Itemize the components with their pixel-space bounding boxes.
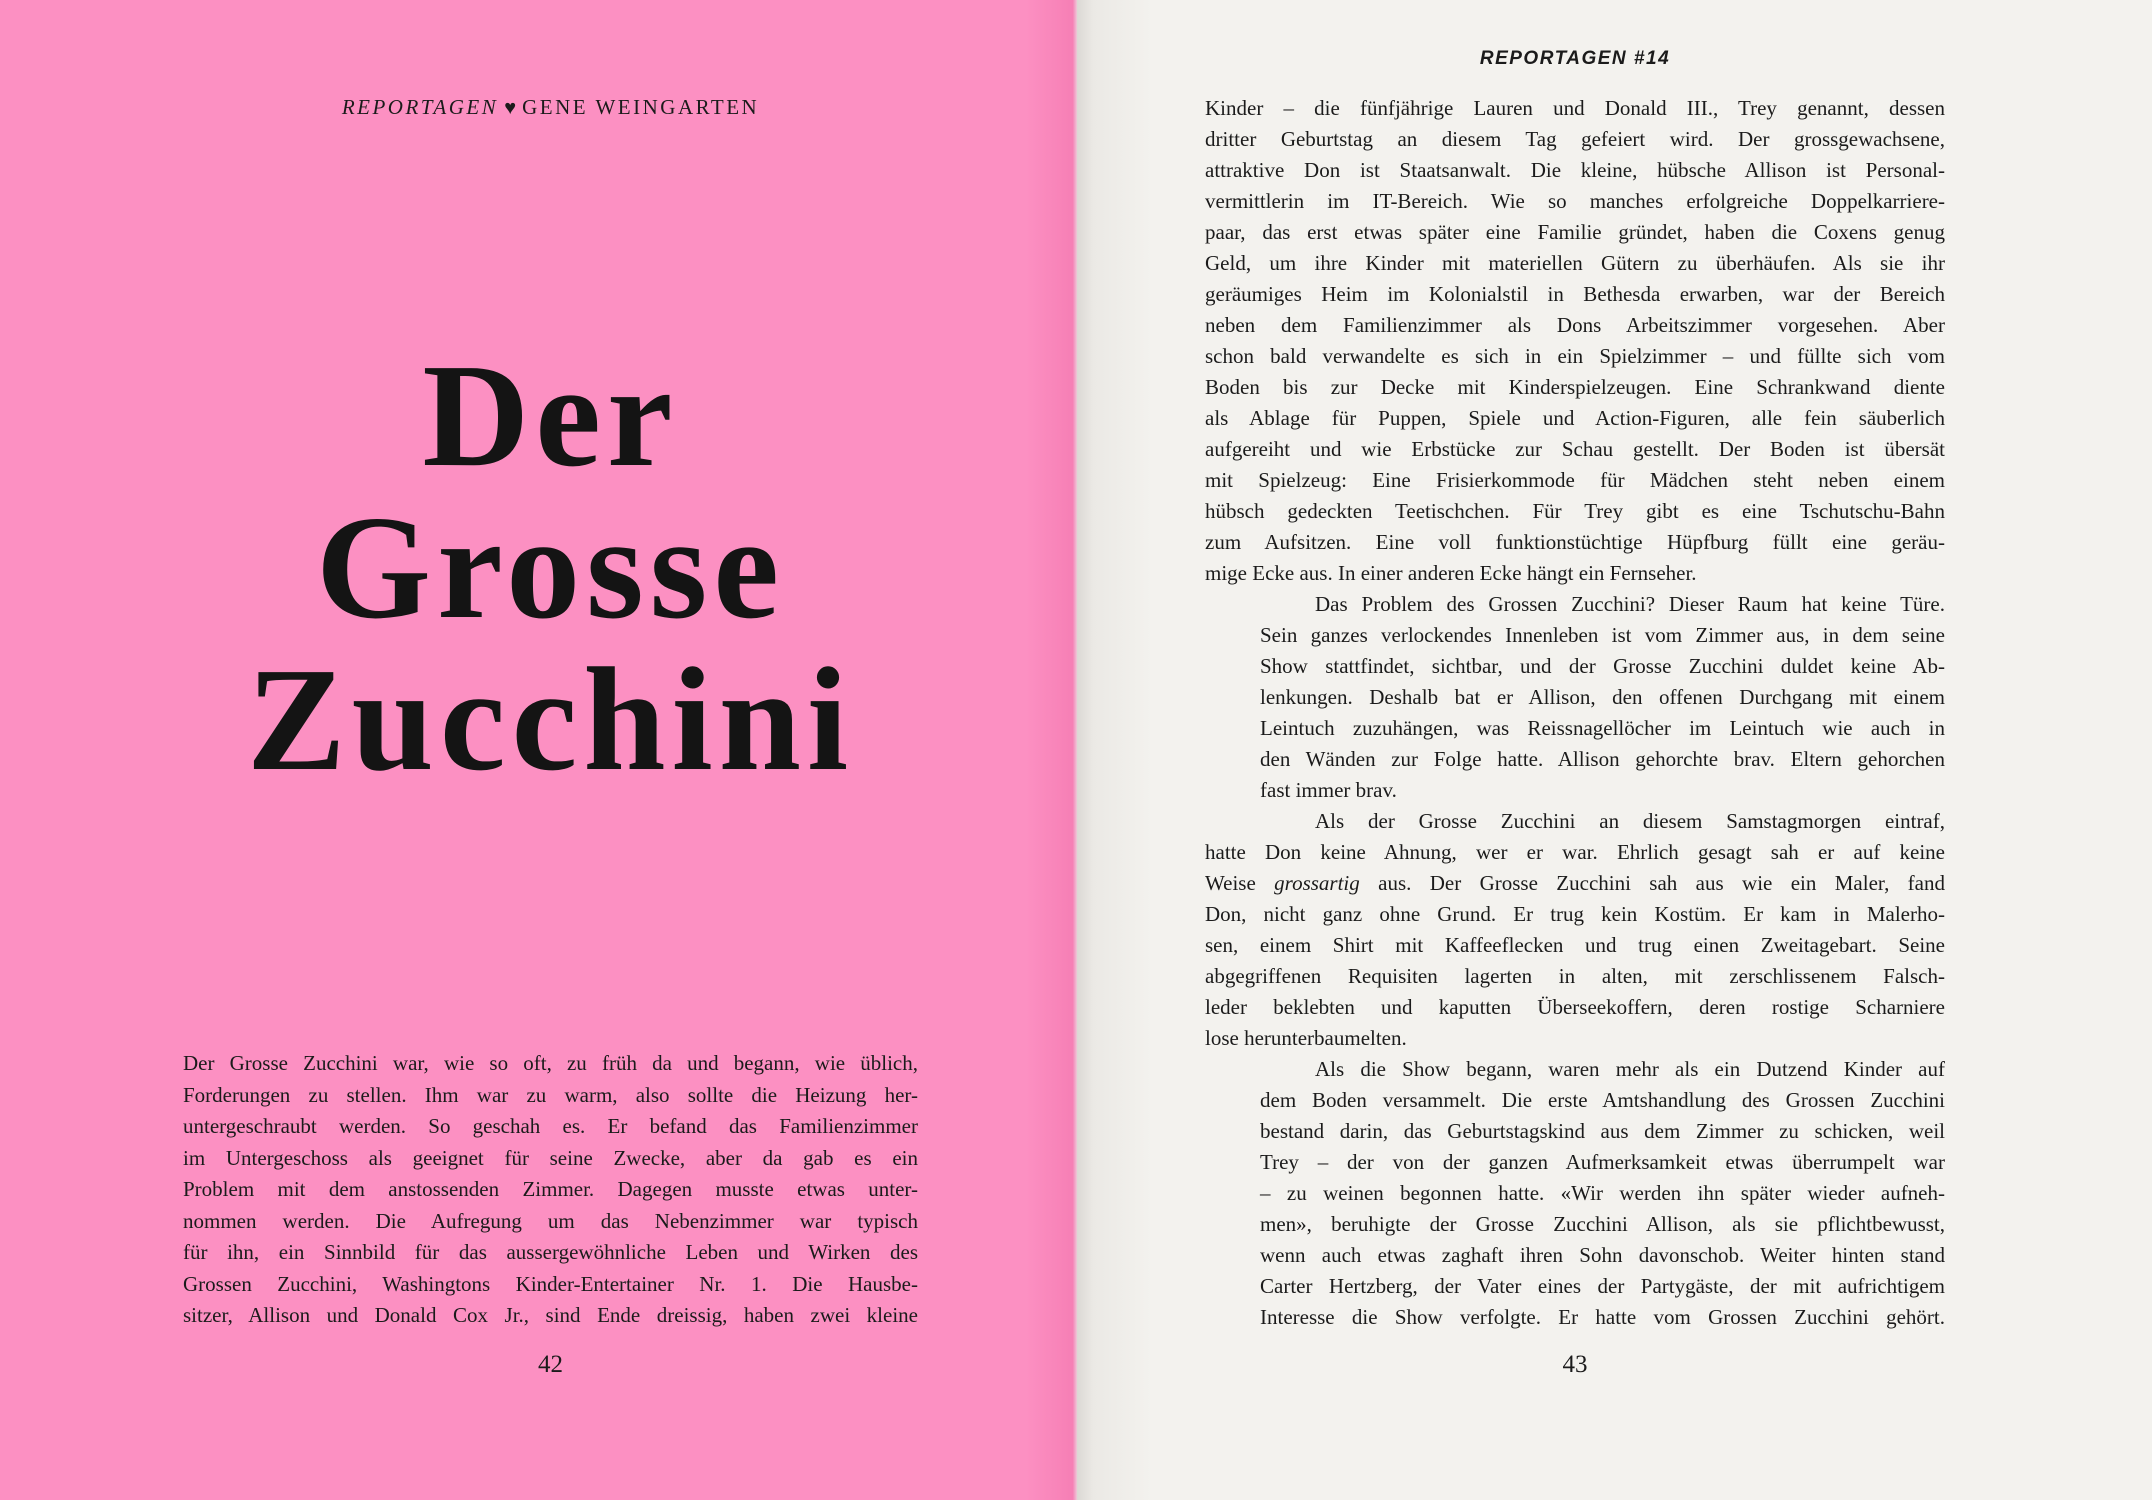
- text-line: sitzer, Allison und Donald Cox Jr., sind Ende dreissig, haben zwei kleine: [183, 1303, 918, 1327]
- text-line: vermittlerin im IT-Bereich. Wie so manches erfolgreiche Doppelkarriere-: [1205, 189, 1945, 213]
- text-segment: aus. Der Grosse Zucchini sah aus wie ein Maler, fand: [1359, 871, 1945, 895]
- text-line: lenkungen. Deshalb bat er Allison, den offenen Durchgang mit einem: [1260, 685, 1945, 709]
- text-line: für ihn, ein Sinnbild für das aussergewöhnliche Leben und Wirken des: [183, 1240, 918, 1264]
- text-line: Sein ganzes verlockendes Innenleben ist vom Zimmer aus, in dem seine: [1260, 623, 1945, 647]
- text-line: paar, das erst etwas später eine Familie gründet, haben die Coxens genug: [1205, 220, 1945, 244]
- text-segment: Weise: [1205, 871, 1275, 895]
- text-line: Als die Show begann, waren mehr als ein Dutzend Kinder auf: [1315, 1057, 1945, 1081]
- text-line: bestand darin, das Geburtstagskind aus dem Zimmer zu schicken, weil: [1260, 1119, 1945, 1143]
- text-line: dritter Geburtstag an diesem Tag gefeiert wird. Der grossgewachsene,: [1205, 127, 1945, 151]
- text-line: im Untergeschoss als geeignet für seine Zwecke, aber da gab es ein: [183, 1145, 918, 1170]
- text-line: hatte Don keine Ahnung, wer er war. Ehrlich gesagt sah er auf keine: [1205, 840, 1945, 864]
- page-number-right: 43: [1562, 1351, 1588, 1378]
- text-line: untergeschraubt werden. So geschah es. Er befand das Familienzimmer: [183, 1114, 918, 1138]
- text-line: schon bald verwandelte es sich in ein Spielzimmer – und füllte sich vom: [1205, 344, 1945, 368]
- text-line: sen, einem Shirt mit Kaffeeflecken und trug einen Zweitagebart. Seine: [1205, 933, 1945, 957]
- article-title: [143, 334, 958, 802]
- text-line: [1205, 868, 1945, 899]
- text-line: men», beruhigte der Grosse Zucchini Allison, als sie pflichtbewusst,: [1260, 1212, 1945, 1236]
- title-line: Zucchini: [246, 638, 855, 802]
- page-number-left: 42: [538, 1351, 563, 1378]
- text-line: den Wänden zur Folge hatte. Allison gehorchte brav. Eltern gehorchen: [1260, 747, 1945, 771]
- text-line: dem Boden versammelt. Die erste Amtshandlung des Grossen Zucchini: [1260, 1088, 1945, 1112]
- text-line: Forderungen zu stellen. Ihm war zu warm, also sollte die Heizung her-: [183, 1082, 918, 1107]
- text-line: Don, nicht ganz ohne Grund. Er trug kein Kostüm. Er kam in Malerho-: [1205, 902, 1945, 926]
- text-line: neben dem Familienzimmer als Dons Arbeitszimmer vorgesehen. Aber: [1205, 313, 1945, 337]
- text-line: Trey – der von der ganzen Aufmerksamkeit etwas überrumpelt war: [1260, 1150, 1945, 1174]
- text-line: hübsch gedeckten Teetischchen. Für Trey gibt es eine Tschutschu-Bahn: [1205, 499, 1945, 523]
- author-name: GENE WEINGARTEN: [522, 95, 760, 119]
- text-line: Leintuch zuzuhängen, was Reissnagellöcher im Leintuch wie auch in: [1260, 716, 1945, 740]
- text-line: Boden bis zur Decke mit Kinderspielzeugen. Eine Schrankwand diente: [1205, 375, 1945, 399]
- text-line: mit Spielzeug: Eine Frisierkommode für Mädchen steht neben einem: [1205, 468, 1945, 492]
- text-line: attraktive Don ist Staatsanwalt. Die kleine, hübsche Allison ist Personal-: [1205, 158, 1945, 182]
- running-header-right: REPORTAGEN #14: [1479, 48, 1671, 69]
- right-page: [1077, 0, 2152, 1500]
- italic-text-segment: grossartig: [1274, 871, 1360, 895]
- text-line: Geld, um ihre Kinder mit materiellen Gütern zu überhäufen. Als sie ihr: [1205, 251, 1945, 275]
- text-line: zum Aufsitzen. Eine voll funktionstüchtige Hüpfburg füllt eine geräu-: [1205, 530, 1945, 554]
- text-line: Show stattfindet, sichtbar, und der Grosse Zucchini duldet keine Ab-: [1260, 654, 1945, 678]
- text-line: nommen werden. Die Aufregung um das Nebenzimmer war typisch: [183, 1208, 918, 1233]
- text-line: fast immer brav.: [1260, 778, 1397, 802]
- text-line: als Ablage für Puppen, Spiele und Action-Figuren, alle fein säuberlich: [1205, 406, 1945, 430]
- text-line: geräumiges Heim im Kolonialstil in Bethesda erwarben, war der Bereich: [1205, 282, 1945, 306]
- text-line: mige Ecke aus. In einer anderen Ecke hängt ein Fernseher.: [1205, 561, 1697, 585]
- text-line: wenn auch etwas zaghaft ihren Sohn davonschob. Weiter hinten stand: [1260, 1243, 1945, 1267]
- text-line: lose herunterbaumelten.: [1205, 1026, 1407, 1050]
- text-line: Interesse die Show verfolgte. Er hatte vom Grossen Zucchini gehört.: [1260, 1305, 1945, 1329]
- text-line: Problem mit dem anstossenden Zimmer. Dagegen musste etwas unter-: [183, 1177, 918, 1201]
- heart-icon: ♥: [504, 97, 517, 119]
- text-line: Der Grosse Zucchini war, wie so oft, zu früh da und begann, wie üblich,: [183, 1051, 918, 1075]
- text-line: Als der Grosse Zucchini an diesem Samstagmorgen eintraf,: [1315, 809, 1945, 833]
- text-line: Carter Hertzberg, der Vater eines der Partygäste, der mit aufrichtigem: [1260, 1274, 1945, 1298]
- magazine-name: REPORTAGEN: [341, 95, 499, 119]
- text-line: aufgereiht und wie Erbstücke zur Schau gestellt. Der Boden ist übersät: [1205, 437, 1945, 461]
- text-line: abgegriffenen Requisiten lagerten in alten, mit zerschlissenem Falsch-: [1205, 964, 1945, 988]
- body-text-right: [1205, 93, 1945, 1333]
- text-line: Das Problem des Grossen Zucchini? Dieser Raum hat keine Türe.: [1315, 592, 1945, 616]
- text-line: Kinder – die fünfjährige Lauren und Donald III., Trey genannt, dessen: [1205, 96, 1945, 120]
- title-line: Grosse: [315, 486, 785, 650]
- body-text-left: [183, 1048, 918, 1332]
- title-line: Der: [422, 334, 679, 498]
- text-line: – zu weinen begonnen hatte. «Wir werden ihn später wieder aufneh-: [1260, 1181, 1945, 1205]
- text-line: leder beklebten und kaputten Überseekoffern, deren rostige Scharniere: [1205, 995, 1945, 1019]
- running-header-left: [183, 95, 918, 120]
- text-line: Grossen Zucchini, Washingtons Kinder-Entertainer Nr. 1. Die Hausbe-: [183, 1271, 918, 1296]
